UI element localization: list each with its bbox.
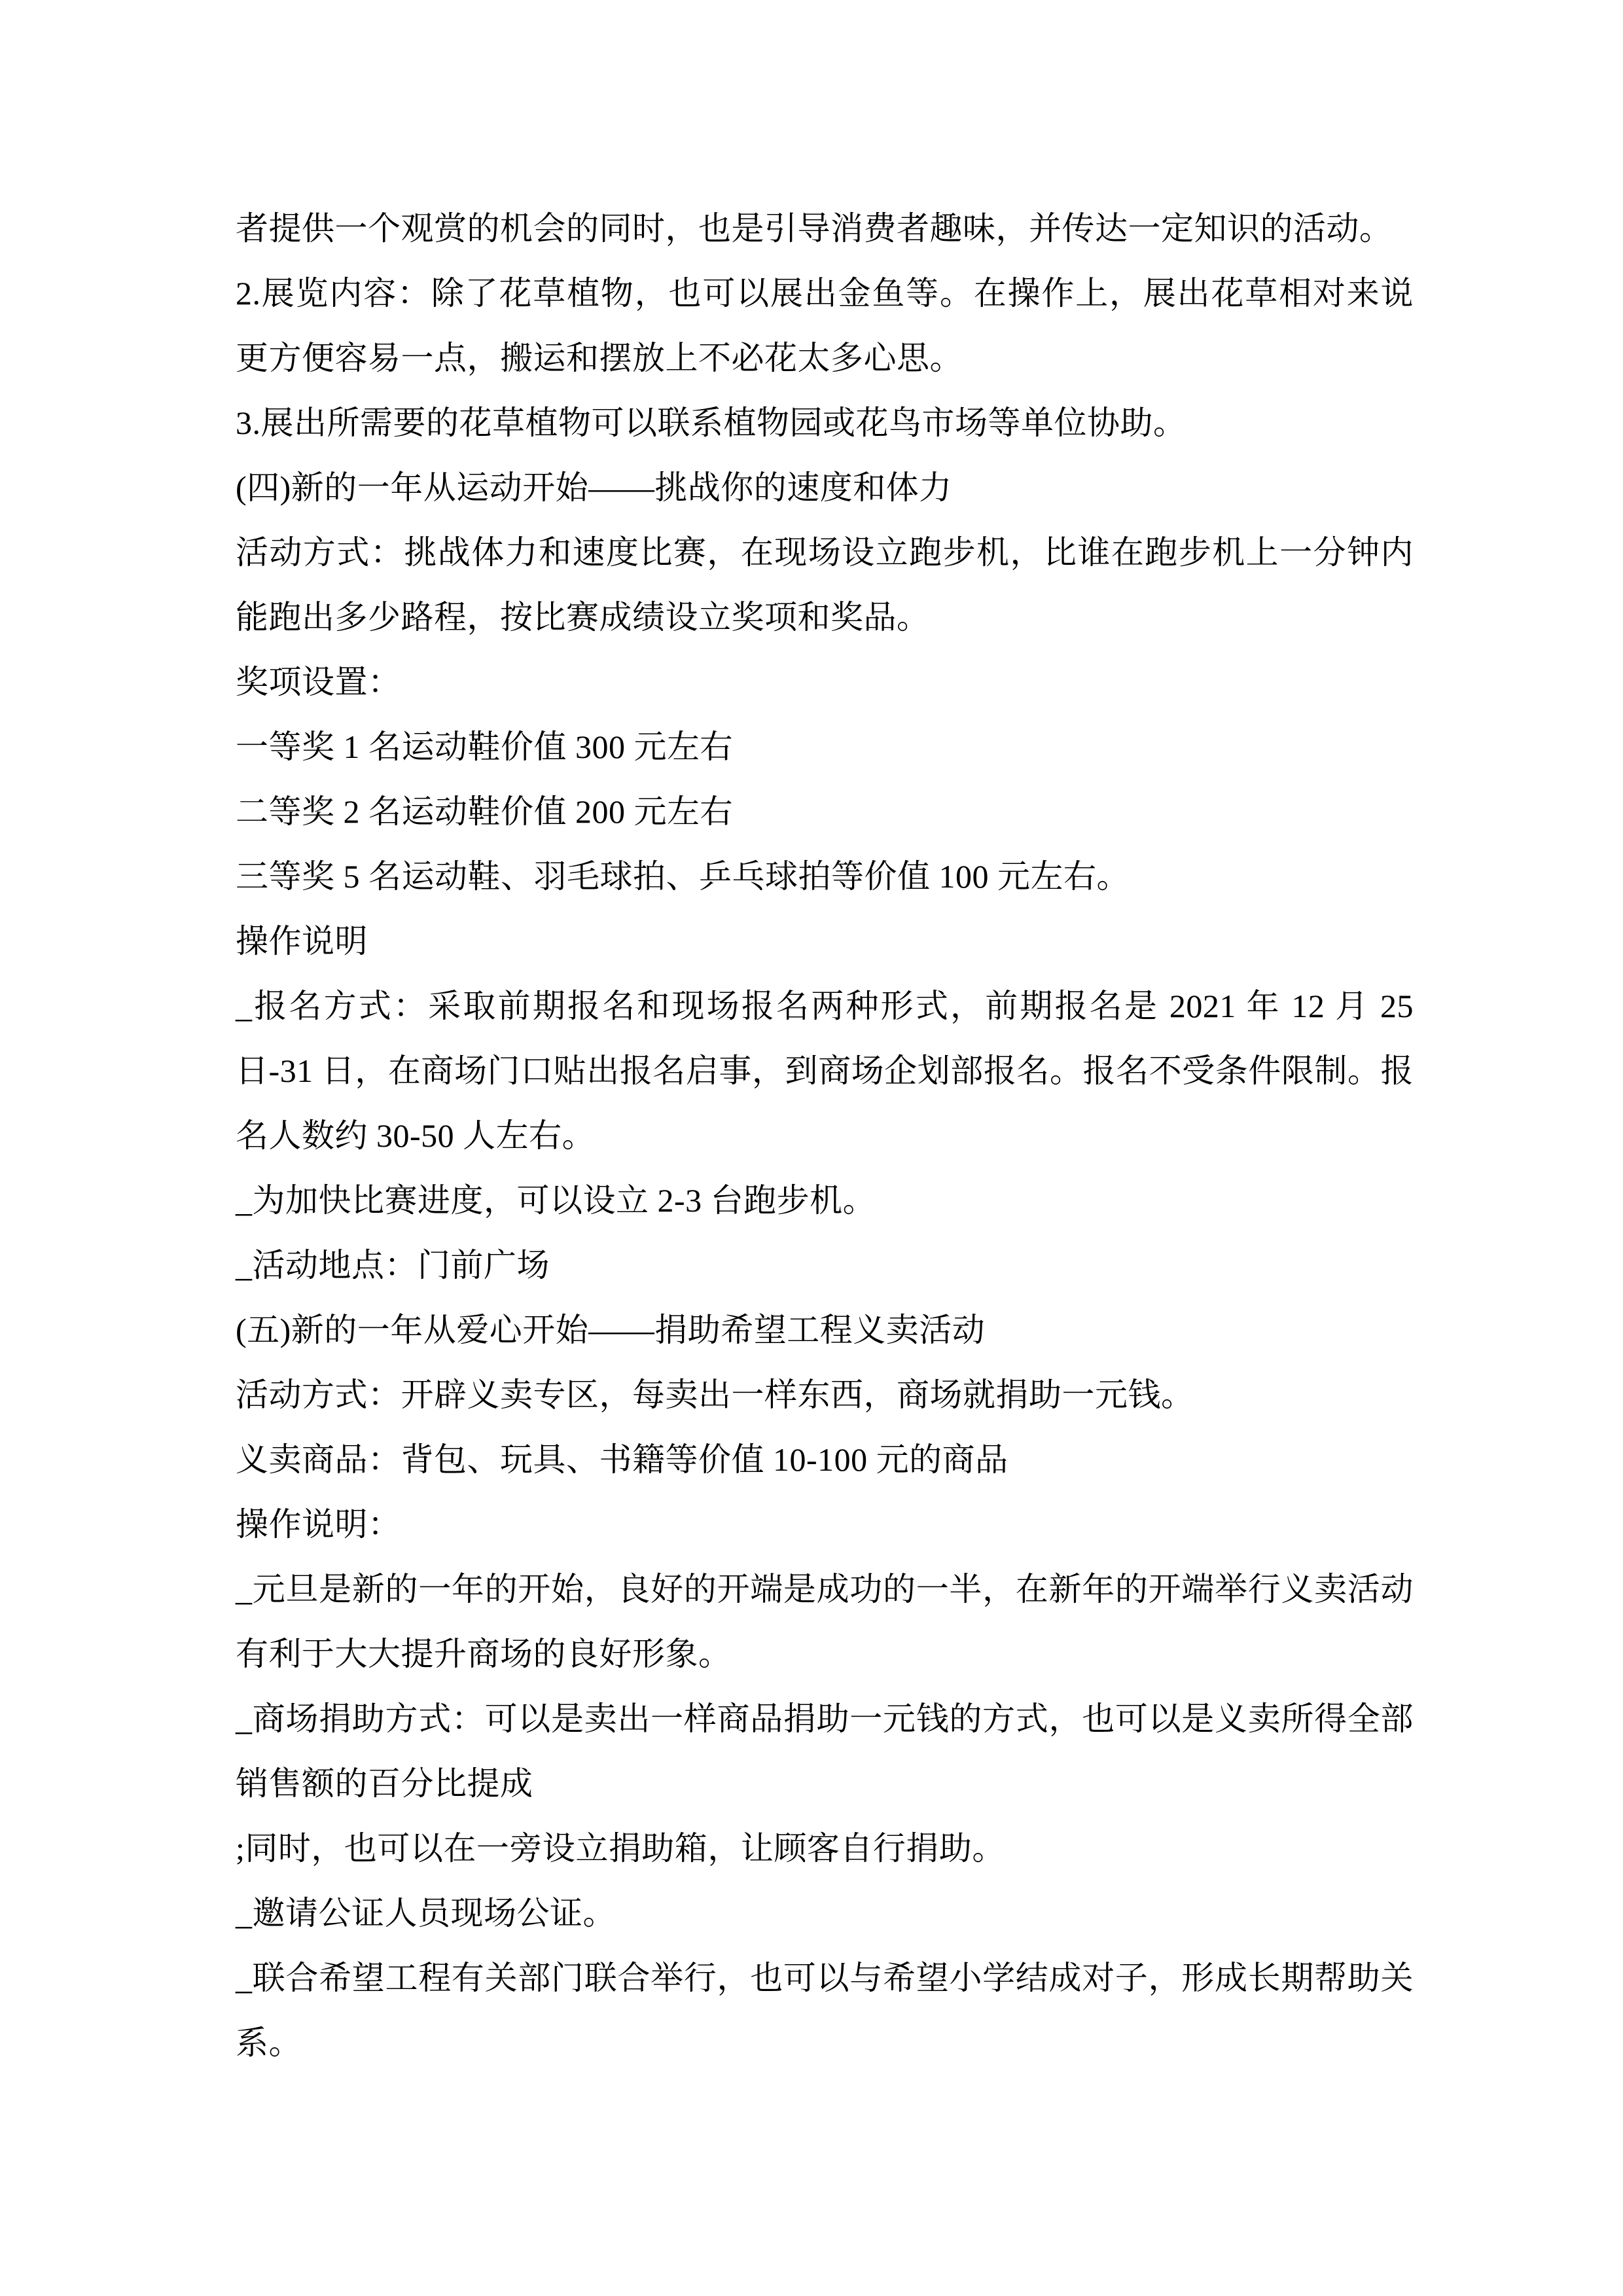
paragraph: ;同时，也可以在一旁设立捐助箱，让顾客自行捐助。 <box>236 1830 1005 1867</box>
paragraph: _元旦是新的一年的开始，良好的开端是成功的一半，在新年的开端举行义卖活动有利于大大提升商场的良好形象。 <box>236 1571 1414 1672</box>
paragraph: _联合希望工程有关部门联合举行，也可以与希望小学结成对子，形成长期帮助关系。 <box>236 1960 1414 2061</box>
paragraph: 操作说明： <box>236 1506 401 1543</box>
paragraph: _活动地点：门前广场 <box>236 1247 550 1283</box>
paragraph: _商场捐助方式：可以是卖出一样商品捐助一元钱的方式，也可以是义卖所得全部销售额的百分比提成 <box>236 1700 1414 1802</box>
paragraph: 2.展览内容：除了花草植物，也可以展出金鱼等。在操作上，展出花草相对来说更方便容易一点，搬运和摆放上不必花太多心思。 <box>236 275 1414 376</box>
paragraph: 操作说明 <box>236 923 368 960</box>
paragraph: 二等奖 2 名运动鞋价值 200 元左右 <box>236 793 733 830</box>
paragraph: 三等奖 5 名运动鞋、羽毛球拍、乒乓球拍等价值 100 元左右。 <box>236 858 1130 895</box>
paragraph: 奖项设置： <box>236 664 401 700</box>
document-body <box>236 196 1422 2075</box>
paragraph: (四)新的一年从运动开始——挑战你的速度和体力 <box>236 469 952 506</box>
paragraph: 者提供一个观赏的机会的同时，也是引导消费者趣味，并传达一定知识的活动。 <box>236 210 1393 247</box>
paragraph: 一等奖 1 名运动鞋价值 300 元左右 <box>236 728 733 765</box>
paragraph: 义卖商品：背包、玩具、书籍等价值 10-100 元的商品 <box>236 1441 1008 1478</box>
paragraph: _为加快比赛进度，可以设立 2-3 台跑步机。 <box>236 1182 876 1219</box>
paragraph: 3.展出所需要的花草植物可以联系植物园或花鸟市场等单位协助。 <box>236 404 1186 441</box>
paragraph: 活动方式：挑战体力和速度比赛，在现场设立跑步机，比谁在跑步机上一分钟内能跑出多少路程，按比赛成绩设立奖项和奖品。 <box>236 534 1414 636</box>
paragraph: (五)新的一年从爱心开始——捐助希望工程义卖活动 <box>236 1312 986 1348</box>
paragraph: _邀请公证人员现场公证。 <box>236 1895 616 1931</box>
paragraph: 活动方式：开辟义卖专区，每卖出一样东西，商场就捐助一元钱。 <box>236 1376 1194 1413</box>
paragraph: _报名方式：采取前期报名和现场报名两种形式，前期报名是 2021 年 12 月 25 日-31 日，在商场门口贴出报名启事，到商场企划部报名。报名不受条件限制。报名人数约 30-50 人左右。 <box>236 988 1422 1154</box>
